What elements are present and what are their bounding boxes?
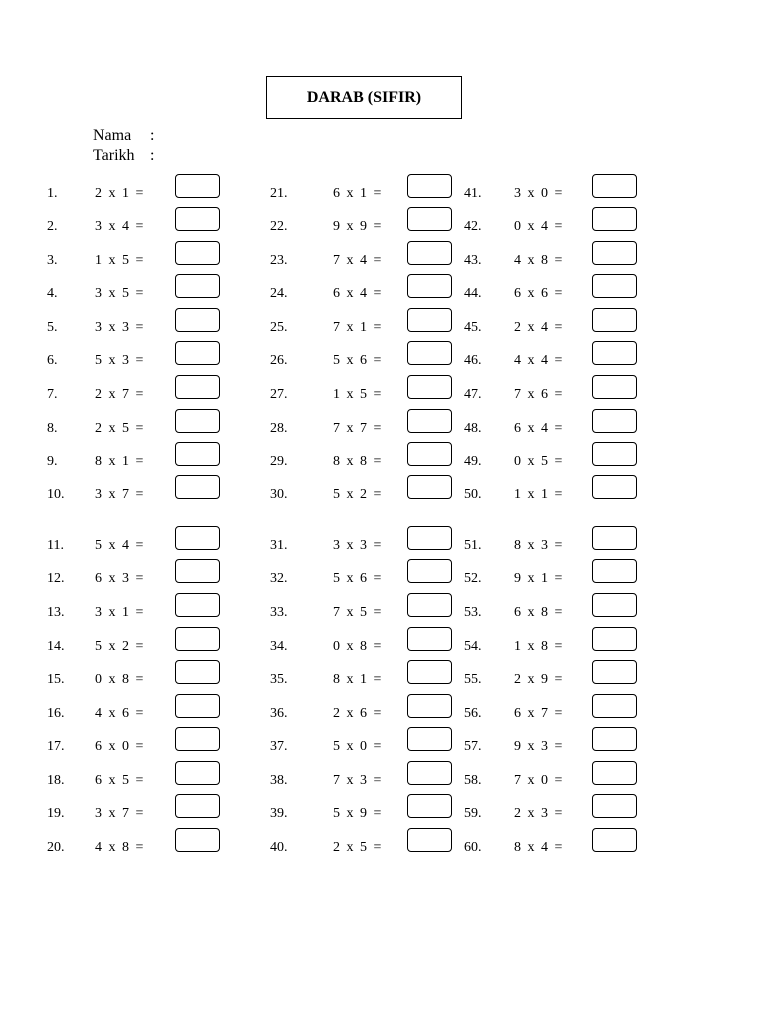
answer-box[interactable] [407, 660, 452, 684]
question-number: 6. [47, 353, 58, 368]
question-number: 23. [270, 253, 288, 268]
answer-box[interactable] [592, 526, 637, 550]
question-equation: 0 x 5 = [514, 454, 563, 469]
question-number: 51. [464, 538, 482, 553]
worksheet-title: DARAB (SIFIR) [266, 76, 462, 119]
answer-box[interactable] [407, 308, 452, 332]
question-number: 42. [464, 219, 482, 234]
question-number: 20. [47, 840, 65, 855]
question-number: 34. [270, 639, 288, 654]
question-number: 46. [464, 353, 482, 368]
answer-box[interactable] [407, 174, 452, 198]
answer-box[interactable] [592, 660, 637, 684]
answer-box[interactable] [175, 409, 220, 433]
question-equation: 2 x 3 = [514, 806, 563, 821]
answer-box[interactable] [592, 341, 637, 365]
answer-box[interactable] [407, 828, 452, 852]
answer-box[interactable] [175, 794, 220, 818]
question-equation: 0 x 4 = [514, 219, 563, 234]
date-separator: : [150, 147, 155, 164]
answer-box[interactable] [175, 375, 220, 399]
answer-box[interactable] [175, 694, 220, 718]
question-equation: 4 x 8 = [95, 840, 144, 855]
question-equation: 3 x 0 = [514, 186, 563, 201]
question-equation: 2 x 9 = [514, 672, 563, 687]
question-number: 32. [270, 571, 288, 586]
question-number: 37. [270, 739, 288, 754]
question-number: 44. [464, 286, 482, 301]
answer-box[interactable] [175, 593, 220, 617]
answer-box[interactable] [592, 241, 637, 265]
question-equation: 9 x 3 = [514, 739, 563, 754]
question-number: 14. [47, 639, 65, 654]
question-equation: 7 x 6 = [514, 387, 563, 402]
answer-box[interactable] [592, 627, 637, 651]
answer-box[interactable] [592, 727, 637, 751]
answer-box[interactable] [175, 727, 220, 751]
answer-box[interactable] [175, 660, 220, 684]
answer-box[interactable] [592, 794, 637, 818]
question-number: 38. [270, 773, 288, 788]
question-number: 25. [270, 320, 288, 335]
question-equation: 6 x 7 = [514, 706, 563, 721]
answer-box[interactable] [175, 241, 220, 265]
question-equation: 3 x 1 = [95, 605, 144, 620]
question-equation: 5 x 0 = [333, 739, 382, 754]
answer-box[interactable] [175, 475, 220, 499]
question-number: 26. [270, 353, 288, 368]
question-equation: 2 x 5 = [333, 840, 382, 855]
question-equation: 1 x 1 = [514, 487, 563, 502]
answer-box[interactable] [592, 207, 637, 231]
answer-box[interactable] [407, 274, 452, 298]
question-number: 49. [464, 454, 482, 469]
question-equation: 8 x 8 = [333, 454, 382, 469]
question-number: 3. [47, 253, 58, 268]
question-number: 50. [464, 487, 482, 502]
question-number: 56. [464, 706, 482, 721]
question-equation: 5 x 6 = [333, 571, 382, 586]
question-equation: 5 x 2 = [95, 639, 144, 654]
question-number: 13. [47, 605, 65, 620]
question-number: 21. [270, 186, 288, 201]
question-equation: 6 x 0 = [95, 739, 144, 754]
answer-box[interactable] [592, 409, 637, 433]
question-equation: 5 x 2 = [333, 487, 382, 502]
answer-box[interactable] [407, 207, 452, 231]
answer-box[interactable] [407, 442, 452, 466]
question-number: 27. [270, 387, 288, 402]
question-equation: 8 x 4 = [514, 840, 563, 855]
question-number: 7. [47, 387, 58, 402]
question-number: 10. [47, 487, 65, 502]
question-equation: 6 x 4 = [333, 286, 382, 301]
question-equation: 3 x 5 = [95, 286, 144, 301]
question-equation: 7 x 0 = [514, 773, 563, 788]
answer-box[interactable] [175, 207, 220, 231]
answer-box[interactable] [175, 627, 220, 651]
question-number: 55. [464, 672, 482, 687]
answer-box[interactable] [175, 761, 220, 785]
question-number: 35. [270, 672, 288, 687]
question-number: 57. [464, 739, 482, 754]
question-equation: 5 x 9 = [333, 806, 382, 821]
question-equation: 1 x 5 = [95, 253, 144, 268]
question-number: 45. [464, 320, 482, 335]
question-equation: 3 x 7 = [95, 806, 144, 821]
answer-box[interactable] [592, 375, 637, 399]
question-number: 33. [270, 605, 288, 620]
question-equation: 7 x 4 = [333, 253, 382, 268]
question-number: 12. [47, 571, 65, 586]
question-equation: 7 x 1 = [333, 320, 382, 335]
question-equation: 1 x 8 = [514, 639, 563, 654]
answer-box[interactable] [592, 828, 637, 852]
answer-box[interactable] [175, 828, 220, 852]
question-equation: 3 x 7 = [95, 487, 144, 502]
name-field[interactable] [93, 127, 155, 145]
answer-box[interactable] [407, 794, 452, 818]
question-number: 16. [47, 706, 65, 721]
answer-box[interactable] [407, 375, 452, 399]
answer-box[interactable] [407, 526, 452, 550]
question-equation: 5 x 3 = [95, 353, 144, 368]
answer-box[interactable] [407, 593, 452, 617]
question-equation: 4 x 8 = [514, 253, 563, 268]
question-equation: 4 x 4 = [514, 353, 563, 368]
answer-box[interactable] [407, 559, 452, 583]
question-equation: 3 x 4 = [95, 219, 144, 234]
question-number: 39. [270, 806, 288, 821]
question-equation: 6 x 5 = [95, 773, 144, 788]
question-number: 40. [270, 840, 288, 855]
answer-box[interactable] [592, 761, 637, 785]
question-number: 58. [464, 773, 482, 788]
question-number: 54. [464, 639, 482, 654]
question-number: 60. [464, 840, 482, 855]
question-equation: 0 x 8 = [95, 672, 144, 687]
question-equation: 2 x 5 = [95, 421, 144, 436]
answer-box[interactable] [592, 274, 637, 298]
answer-box[interactable] [175, 526, 220, 550]
question-number: 5. [47, 320, 58, 335]
question-equation: 2 x 1 = [95, 186, 144, 201]
answer-box[interactable] [592, 442, 637, 466]
question-equation: 5 x 4 = [95, 538, 144, 553]
question-number: 9. [47, 454, 58, 469]
answer-box[interactable] [175, 174, 220, 198]
question-equation: 5 x 6 = [333, 353, 382, 368]
question-number: 52. [464, 571, 482, 586]
answer-box[interactable] [592, 174, 637, 198]
answer-box[interactable] [407, 761, 452, 785]
question-equation: 8 x 1 = [333, 672, 382, 687]
question-number: 29. [270, 454, 288, 469]
question-number: 24. [270, 286, 288, 301]
answer-box[interactable] [175, 442, 220, 466]
question-equation: 4 x 6 = [95, 706, 144, 721]
question-number: 1. [47, 186, 58, 201]
question-equation: 3 x 3 = [95, 320, 144, 335]
question-equation: 9 x 1 = [514, 571, 563, 586]
question-number: 2. [47, 219, 58, 234]
answer-box[interactable] [175, 274, 220, 298]
question-equation: 3 x 3 = [333, 538, 382, 553]
answer-box[interactable] [175, 308, 220, 332]
question-equation: 0 x 8 = [333, 639, 382, 654]
question-number: 59. [464, 806, 482, 821]
question-equation: 6 x 3 = [95, 571, 144, 586]
question-number: 48. [464, 421, 482, 436]
question-number: 28. [270, 421, 288, 436]
question-equation: 9 x 9 = [333, 219, 382, 234]
question-number: 11. [47, 538, 64, 553]
question-equation: 2 x 7 = [95, 387, 144, 402]
question-equation: 7 x 5 = [333, 605, 382, 620]
answer-box[interactable] [407, 627, 452, 651]
question-number: 22. [270, 219, 288, 234]
answer-box[interactable] [592, 694, 637, 718]
answer-box[interactable] [592, 559, 637, 583]
answer-box[interactable] [407, 341, 452, 365]
answer-box[interactable] [407, 694, 452, 718]
answer-box[interactable] [175, 559, 220, 583]
question-equation: 6 x 4 = [514, 421, 563, 436]
date-label: Tarikh [93, 147, 135, 164]
answer-box[interactable] [407, 409, 452, 433]
question-number: 47. [464, 387, 482, 402]
question-number: 30. [270, 487, 288, 502]
question-number: 19. [47, 806, 65, 821]
question-number: 17. [47, 739, 65, 754]
question-equation: 2 x 6 = [333, 706, 382, 721]
question-equation: 8 x 1 = [95, 454, 144, 469]
question-number: 15. [47, 672, 65, 687]
answer-box[interactable] [592, 308, 637, 332]
answer-box[interactable] [592, 593, 637, 617]
question-equation: 8 x 3 = [514, 538, 563, 553]
answer-box[interactable] [407, 475, 452, 499]
answer-box[interactable] [592, 475, 637, 499]
question-equation: 7 x 7 = [333, 421, 382, 436]
answer-box[interactable] [175, 341, 220, 365]
question-equation: 6 x 1 = [333, 186, 382, 201]
question-equation: 1 x 5 = [333, 387, 382, 402]
question-equation: 7 x 3 = [333, 773, 382, 788]
question-number: 4. [47, 286, 58, 301]
name-label: Nama [93, 127, 132, 144]
question-equation: 6 x 8 = [514, 605, 563, 620]
question-number: 8. [47, 421, 58, 436]
question-equation: 2 x 4 = [514, 320, 563, 335]
question-equation: 6 x 6 = [514, 286, 563, 301]
answer-box[interactable] [407, 241, 452, 265]
date-field[interactable] [93, 147, 155, 165]
question-number: 18. [47, 773, 65, 788]
question-number: 53. [464, 605, 482, 620]
question-number: 36. [270, 706, 288, 721]
question-number: 31. [270, 538, 288, 553]
name-separator: : [150, 127, 155, 144]
question-number: 43. [464, 253, 482, 268]
answer-box[interactable] [407, 727, 452, 751]
question-number: 41. [464, 186, 482, 201]
